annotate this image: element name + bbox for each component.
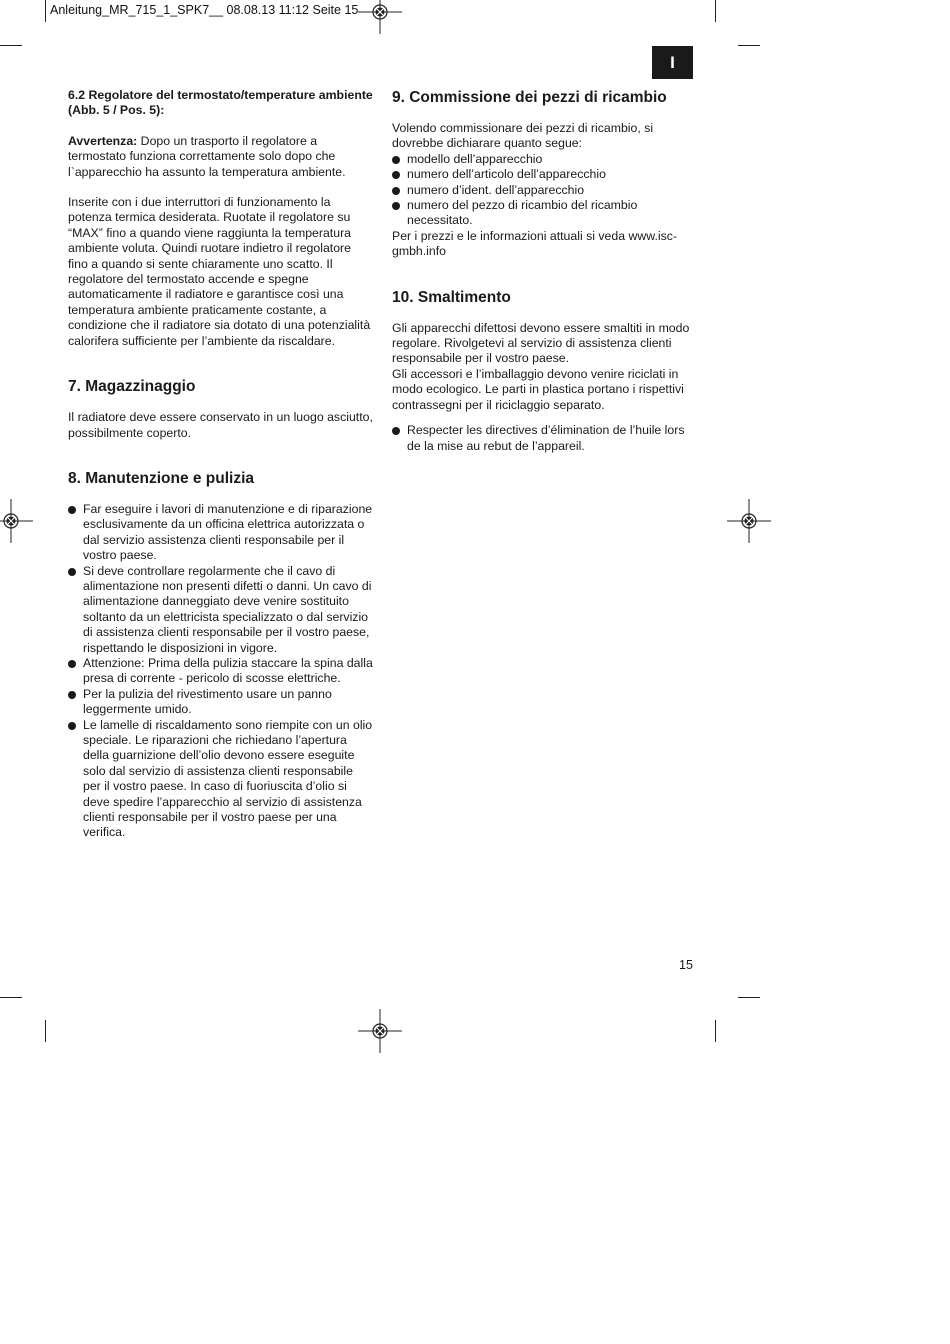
list-item: [68, 718, 373, 841]
crop-mark: [715, 0, 716, 22]
section-6-2-body: Inserite con i due interruttori di funzionamento la potenza termica desiderata. Ruotate il regolatore su “MAX” fino a quando viene raggiunta la temperatura ambiente voluta. Quindi ruotare indietro il regolatore fino a quando si sente chiaramente uno scatto. Il regolatore del termostato accende e spegne automaticamente il radiatore e garantisce così una temperatura ambiente praticamente costante, a condizione che il radiatore sia dotato di una potenzialità calorifera sufficiente per l’ambiente da riscaldare.: [68, 195, 371, 348]
bullet-icon: [68, 722, 76, 730]
bullet-icon: [68, 506, 76, 514]
list-item-text: Si deve controllare regolarmente che il cavo di alimentazione non presenti difetti o danni. Un cavo di alimentazione danneggiato deve venire sostituito soltanto da un elettricista specializzato o dal servizio di assistenza clienti responsabile per il vostro paese, rispettando le disposizioni in vigore.: [83, 563, 372, 655]
list-item: [68, 656, 373, 687]
list-item-text: numero d’ident. dell’apparecchio: [407, 182, 585, 197]
section-10-title: 10. Smaltimento: [392, 288, 511, 306]
list-item: [392, 167, 697, 182]
print-slug: Anleitung_MR_715_1_SPK7__ 08.08.13 11:12 Seite 15: [50, 3, 359, 17]
section-10-paragraph: Gli apparecchi difettosi devono essere smaltiti in modo regolare. Rivolgetevi al servizio di assistenza clienti responsabile per il vostro paese.: [392, 320, 690, 366]
list-item: [68, 502, 373, 564]
crop-mark: [738, 45, 760, 46]
warning-paragraph: [68, 134, 373, 180]
bullet-icon: [392, 202, 400, 210]
section-7-title: 7. Magazzinaggio: [68, 378, 196, 396]
list-item-text: Per la pulizia del rivestimento usare un panno leggermente umido.: [83, 686, 332, 717]
list-item-text: Respecter les directives d’élimination de l’huile lors de la mise au rebut de l’appareil.: [407, 423, 685, 453]
crop-mark: [0, 45, 22, 46]
list-item-text: Le lamelle di riscaldamento sono riempite con un olio speciale. Le riparazioni che richiedano l’apertura della guarnizione dell’olio devono essere eseguite solo dal servizio di assistenza clienti responsabile per il vostro paese. In caso di fuoriuscita d’olio si deve spedire l’apparecchio al servizio di assistenza clienti responsabile per il vostro paese per una verifica.: [83, 717, 373, 840]
disposal-list: [392, 423, 697, 454]
bullet-icon: [392, 156, 400, 164]
crop-mark: [715, 1020, 716, 1042]
section-8-title: 8. Manutenzione e pulizia: [68, 469, 255, 487]
registration-mark-icon: [0, 499, 33, 543]
warning-text: Dopo un trasporto il regolatore a termostato funziona correttamente solo dopo che l`apparecchio ha assunto la temperatura ambiente.: [68, 133, 346, 179]
left-column: [68, 88, 373, 841]
right-column: [392, 88, 697, 454]
section-10-paragraph: Gli accessori e l’imballaggio devono venire riciclati in modo ecologico. Le parti in plastica portano i rispettivi contrassegni per il riciclaggio separato.: [392, 366, 684, 412]
crop-mark: [45, 0, 46, 22]
bullet-icon: [68, 660, 76, 668]
spare-parts-list: [392, 152, 697, 229]
bullet-icon: [68, 568, 76, 576]
language-tab: I: [652, 46, 693, 79]
registration-mark-icon: [727, 499, 771, 543]
bullet-icon: [68, 691, 76, 699]
list-item-text: modello dell’apparecchio: [407, 151, 543, 166]
bullet-icon: [392, 171, 400, 179]
warning-label: Avvertenza:: [68, 133, 138, 148]
registration-mark-icon: [358, 1009, 402, 1053]
list-item: [392, 152, 697, 167]
crop-mark: [0, 997, 22, 998]
page-number: 15: [679, 958, 693, 972]
list-item-text: numero del pezzo di ricambio del ricambio necessitato.: [407, 198, 638, 228]
list-item: [392, 183, 697, 198]
section-7-body: Il radiatore deve essere conservato in un luogo asciutto, possibilmente coperto.: [68, 410, 373, 440]
crop-mark: [738, 997, 760, 998]
crop-mark: [45, 1020, 46, 1042]
registration-mark-icon: [358, 0, 402, 34]
section-9-outro: Per i prezzi e le informazioni attuali si veda www.isc-gmbh.info: [392, 228, 677, 259]
list-item-text: Attenzione: Prima della pulizia staccare la spina dalla presa di corrente - pericolo di scosse elettriche.: [83, 655, 373, 686]
list-item-text: Far eseguire i lavori di manutenzione e di riparazione esclusivamente da un officina elettrica autorizzata o dal servizio assistenza clienti responsabile per il vostro paese.: [83, 501, 373, 563]
list-item: [392, 423, 697, 454]
list-item: [68, 564, 373, 656]
section-9-title: 9. Commissione dei pezzi di ricambio: [392, 89, 667, 106]
bullet-icon: [392, 427, 400, 435]
maintenance-list: [68, 502, 373, 841]
section-9-intro: Volendo commissionare dei pezzi di ricambio, si dovrebbe dichiarare quanto segue:: [392, 121, 654, 151]
bullet-icon: [392, 187, 400, 195]
list-item: [392, 198, 697, 229]
section-6-2-title: 6.2 Regolatore del termostato/temperature ambiente (Abb. 5 / Pos. 5):: [68, 88, 373, 118]
list-item: [68, 687, 373, 718]
list-item-text: numero dell’articolo dell’apparecchio: [407, 167, 606, 182]
